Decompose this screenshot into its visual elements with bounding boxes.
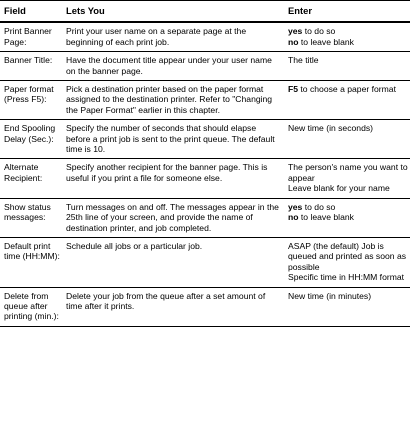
lets-you-cell: Delete your job from the queue after a set amount of time after it prints. bbox=[62, 287, 284, 326]
lets-you-cell: Pick a destination printer based on the paper format assigned to the destination printer. Refer to "Changing the Paper Format" earlier in this chapter. bbox=[62, 81, 284, 120]
header-enter: Enter bbox=[284, 1, 410, 23]
lets-you-cell: Print your user name on a separate page at the beginning of each print job. bbox=[62, 22, 284, 51]
field-cell: Show status messages: bbox=[0, 198, 62, 237]
enter-line bbox=[288, 26, 408, 36]
lets-you-cell: Specify another recipient for the banner page. This is useful if you print a file for someone else. bbox=[62, 159, 284, 198]
field-cell: Default print time (HH:MM): bbox=[0, 237, 62, 287]
enter-line bbox=[288, 37, 408, 47]
table-row bbox=[0, 198, 410, 237]
enter-line bbox=[288, 241, 408, 272]
enter-cell bbox=[284, 52, 410, 81]
enter-cell bbox=[284, 198, 410, 237]
enter-cell bbox=[284, 120, 410, 159]
enter-text: ASAP (the default) Job is queued and printed as soon as possible bbox=[288, 240, 407, 272]
table-row bbox=[0, 237, 410, 287]
field-cell: Print Banner Page: bbox=[0, 22, 62, 51]
enter-text: to leave blank bbox=[298, 36, 354, 47]
enter-text: New time (in minutes) bbox=[288, 290, 372, 301]
table-row bbox=[0, 81, 410, 120]
enter-line bbox=[288, 162, 408, 183]
field-cell: Paper format (Press F5): bbox=[0, 81, 62, 120]
field-cell: End Spooling Delay (Sec.): bbox=[0, 120, 62, 159]
field-cell: Banner Title: bbox=[0, 52, 62, 81]
enter-line bbox=[288, 183, 408, 193]
enter-text: The person's name you want to appear bbox=[288, 162, 408, 183]
header-lets-you: Lets You bbox=[62, 1, 284, 23]
enter-cell bbox=[284, 81, 410, 120]
enter-text: to choose a paper format bbox=[298, 84, 396, 95]
enter-text: New time (in seconds) bbox=[288, 123, 374, 134]
enter-keyword: no bbox=[288, 36, 299, 47]
enter-text: Specific time in HH:MM format bbox=[288, 272, 405, 283]
header-row bbox=[0, 1, 410, 23]
enter-text: to leave blank bbox=[298, 212, 354, 223]
enter-cell bbox=[284, 22, 410, 51]
table-row bbox=[0, 120, 410, 159]
enter-keyword: F5 bbox=[288, 84, 299, 95]
lets-you-cell: Specify the number of seconds that should elapse before a print job is sent to the print queue. The default time is 10. bbox=[62, 120, 284, 159]
table-row bbox=[0, 52, 410, 81]
lets-you-cell: Turn messages on and off. The messages appear in the 25th line of your screen, and provide the name of destination printer, and job completed. bbox=[62, 198, 284, 237]
enter-text: Leave blank for your name bbox=[288, 183, 390, 194]
lets-you-cell: Have the document title appear under your user name on the banner page. bbox=[62, 52, 284, 81]
enter-line bbox=[288, 272, 408, 282]
enter-line bbox=[288, 123, 408, 133]
enter-text: to do so bbox=[302, 26, 336, 37]
field-cell: Alternate Recipient: bbox=[0, 159, 62, 198]
enter-keyword: yes bbox=[288, 201, 303, 212]
enter-line bbox=[288, 291, 408, 301]
header-field: Field bbox=[0, 1, 62, 23]
enter-line bbox=[288, 84, 408, 94]
table-row bbox=[0, 287, 410, 326]
enter-line bbox=[288, 212, 408, 222]
enter-line bbox=[288, 202, 408, 212]
enter-text: to do so bbox=[302, 201, 336, 212]
enter-text: The title bbox=[288, 55, 319, 66]
enter-cell bbox=[284, 287, 410, 326]
enter-line bbox=[288, 55, 408, 65]
enter-cell bbox=[284, 159, 410, 198]
field-cell: Delete from queue after printing (min.): bbox=[0, 287, 62, 326]
lets-you-cell: Schedule all jobs or a particular job. bbox=[62, 237, 284, 287]
enter-keyword: yes bbox=[288, 26, 303, 37]
enter-cell bbox=[284, 237, 410, 287]
table-row bbox=[0, 22, 410, 51]
enter-keyword: no bbox=[288, 212, 299, 223]
table-row bbox=[0, 159, 410, 198]
table-body bbox=[0, 22, 410, 326]
